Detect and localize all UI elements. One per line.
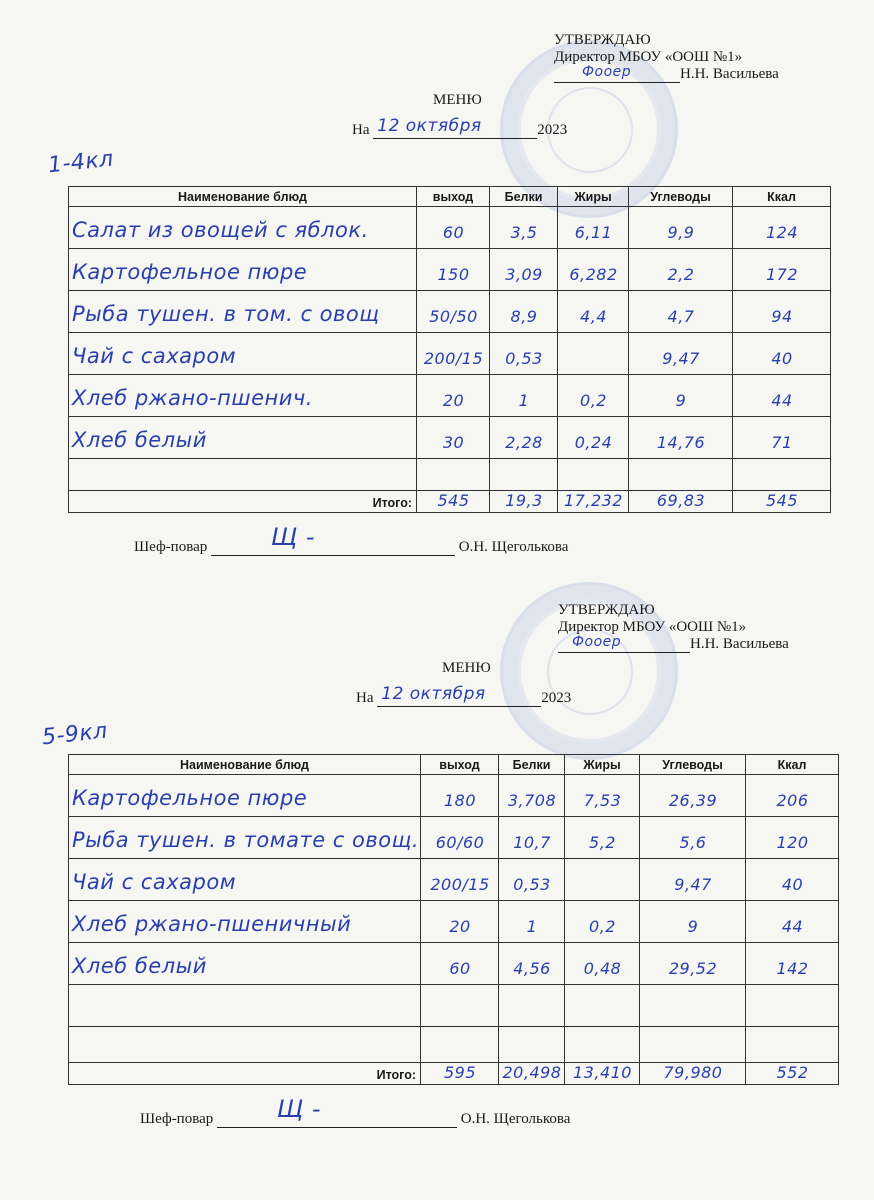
dish-protein: 1: [499, 901, 565, 943]
chef-signature: Щ -: [277, 1095, 322, 1123]
approval-signature: Фооер: [572, 634, 622, 650]
table-header: [69, 187, 831, 207]
dish-kcal: 44: [733, 375, 831, 417]
dish-protein: 4,56: [499, 943, 565, 985]
dish-output: 20: [417, 375, 490, 417]
dish-fat: [565, 859, 640, 901]
dish-name: Хлеб ржано-пшеничный: [69, 901, 421, 943]
table-row: [69, 291, 831, 333]
dish-name: Хлеб ржано-пшенич.: [69, 375, 417, 417]
dish-output: 200/15: [417, 333, 490, 375]
approval-block: [558, 602, 789, 653]
table-row: [69, 943, 839, 985]
dish-protein: 8,9: [490, 291, 558, 333]
total-output: 545: [417, 491, 490, 513]
col-protein: Белки: [499, 755, 565, 775]
dish-kcal: 142: [746, 943, 839, 985]
col-carbs: Углеводы: [640, 755, 746, 775]
table-header: [69, 755, 839, 775]
table-row-empty: [69, 459, 831, 491]
dish-carbs: 29,52: [640, 943, 746, 985]
approval-name: Н.Н. Васильева: [680, 66, 779, 82]
menu-title: МЕНЮ: [442, 660, 491, 676]
grade-label: 1-4кл: [46, 146, 115, 179]
col-dish-name: Наименование блюд: [69, 755, 421, 775]
dish-fat: 5,2: [565, 817, 640, 859]
dish-carbs: 9,47: [629, 333, 733, 375]
total-output: 595: [421, 1063, 499, 1085]
grade-label: 5-9кл: [40, 718, 109, 751]
total-label: Итого:: [69, 1063, 421, 1085]
col-carbs: Углеводы: [629, 187, 733, 207]
table-row: [69, 417, 831, 459]
approval-heading: УТВЕРЖДАЮ: [558, 602, 655, 618]
date-line: [356, 684, 572, 707]
dish-name: Салат из овощей с яблок.: [69, 207, 417, 249]
approval-signature: Фооер: [582, 64, 632, 80]
total-protein: 19,3: [490, 491, 558, 513]
table-total-row: [69, 491, 831, 513]
dish-kcal: 120: [746, 817, 839, 859]
dish-protein: 2,28: [490, 417, 558, 459]
approval-signature-line: [554, 66, 680, 83]
dish-carbs: 4,7: [629, 291, 733, 333]
dish-fat: 7,53: [565, 775, 640, 817]
col-output: выход: [417, 187, 490, 207]
dish-protein: 0,53: [490, 333, 558, 375]
total-protein: 20,498: [499, 1063, 565, 1085]
dish-fat: 0,48: [565, 943, 640, 985]
approval-position: Директор МБОУ «ООШ №1»: [554, 49, 743, 65]
dish-protein: 0,53: [499, 859, 565, 901]
dish-protein: 3,708: [499, 775, 565, 817]
total-fat: 13,410: [565, 1063, 640, 1085]
dish-output: 30: [417, 417, 490, 459]
date-prefix: На: [356, 690, 374, 706]
dish-protein: 10,7: [499, 817, 565, 859]
dish-fat: 0,2: [565, 901, 640, 943]
dish-kcal: 71: [733, 417, 831, 459]
date-handwritten: 12 октября: [377, 116, 482, 136]
menu-title: МЕНЮ: [433, 92, 482, 108]
dish-carbs: 14,76: [629, 417, 733, 459]
menu-table: [68, 754, 839, 1085]
dish-name: Хлеб белый: [69, 417, 417, 459]
col-dish-name: Наименование блюд: [69, 187, 417, 207]
table-total-row: [69, 1063, 839, 1085]
dish-kcal: 172: [733, 249, 831, 291]
dish-name: Картофельное пюре: [69, 775, 421, 817]
dish-output: 60: [417, 207, 490, 249]
table-row: [69, 333, 831, 375]
dish-carbs: 5,6: [640, 817, 746, 859]
total-fat: 17,232: [558, 491, 629, 513]
dish-kcal: 40: [746, 859, 839, 901]
total-kcal: 545: [733, 491, 831, 513]
table-row: [69, 375, 831, 417]
approval-signature-line: [558, 636, 690, 653]
chef-title: Шеф-повар: [134, 539, 208, 555]
table-row: [69, 817, 839, 859]
dish-fat: 0,24: [558, 417, 629, 459]
approval-position: Директор МБОУ «ООШ №1»: [558, 619, 747, 635]
dish-protein: 1: [490, 375, 558, 417]
date-line: [352, 116, 568, 139]
menu-table: [68, 186, 831, 513]
dish-kcal: 124: [733, 207, 831, 249]
dish-output: 50/50: [417, 291, 490, 333]
dish-carbs: 26,39: [640, 775, 746, 817]
table-row: [69, 207, 831, 249]
approval-heading: УТВЕРЖДАЮ: [554, 32, 651, 48]
dish-name: Рыба тушен. в том. с овощ: [69, 291, 417, 333]
total-carbs: 69,83: [629, 491, 733, 513]
dish-name: Картофельное пюре: [69, 249, 417, 291]
dish-output: 150: [417, 249, 490, 291]
chef-name: О.Н. Щеголькова: [460, 1111, 571, 1127]
dish-protein: 3,09: [490, 249, 558, 291]
dish-carbs: 9: [629, 375, 733, 417]
table-row: [69, 859, 839, 901]
dish-output: 60: [421, 943, 499, 985]
dish-kcal: 94: [733, 291, 831, 333]
dish-carbs: 9: [640, 901, 746, 943]
chef-name: О.Н. Щеголькова: [458, 539, 569, 555]
table-row: [69, 901, 839, 943]
dish-carbs: 2,2: [629, 249, 733, 291]
date-year: 2023: [537, 122, 568, 138]
dish-carbs: 9,9: [629, 207, 733, 249]
dish-name: Чай с сахаром: [69, 859, 421, 901]
col-fat: Жиры: [565, 755, 640, 775]
dish-output: 60/60: [421, 817, 499, 859]
dish-fat: 6,11: [558, 207, 629, 249]
chef-signature-block: [134, 523, 569, 556]
date-prefix: На: [352, 122, 370, 138]
date-handwritten: 12 октября: [381, 684, 486, 704]
table-row-empty: [69, 1027, 839, 1063]
dish-name: Чай с сахаром: [69, 333, 417, 375]
table-row: [69, 775, 839, 817]
dish-output: 20: [421, 901, 499, 943]
dish-fat: 0,2: [558, 375, 629, 417]
dish-kcal: 44: [746, 901, 839, 943]
chef-signature-block: [140, 1095, 571, 1128]
total-carbs: 79,980: [640, 1063, 746, 1085]
chef-title: Шеф-повар: [140, 1111, 214, 1127]
approval-name: Н.Н. Васильева: [690, 636, 789, 652]
table-row-empty: [69, 985, 839, 1027]
dish-kcal: 206: [746, 775, 839, 817]
dish-fat: 6,282: [558, 249, 629, 291]
dish-output: 180: [421, 775, 499, 817]
dish-fat: 4,4: [558, 291, 629, 333]
approval-block: [554, 32, 779, 83]
dish-name: Хлеб белый: [69, 943, 421, 985]
col-kcal: Ккал: [733, 187, 831, 207]
chef-signature: Щ -: [271, 523, 316, 551]
dish-kcal: 40: [733, 333, 831, 375]
dish-output: 200/15: [421, 859, 499, 901]
col-output: выход: [421, 755, 499, 775]
date-year: 2023: [541, 690, 572, 706]
col-fat: Жиры: [558, 187, 629, 207]
dish-carbs: 9,47: [640, 859, 746, 901]
total-kcal: 552: [746, 1063, 839, 1085]
dish-name: Рыба тушен. в томате с овощ.: [69, 817, 421, 859]
col-kcal: Ккал: [746, 755, 839, 775]
table-row: [69, 249, 831, 291]
total-label: Итого:: [69, 491, 417, 513]
col-protein: Белки: [490, 187, 558, 207]
dish-fat: [558, 333, 629, 375]
dish-protein: 3,5: [490, 207, 558, 249]
